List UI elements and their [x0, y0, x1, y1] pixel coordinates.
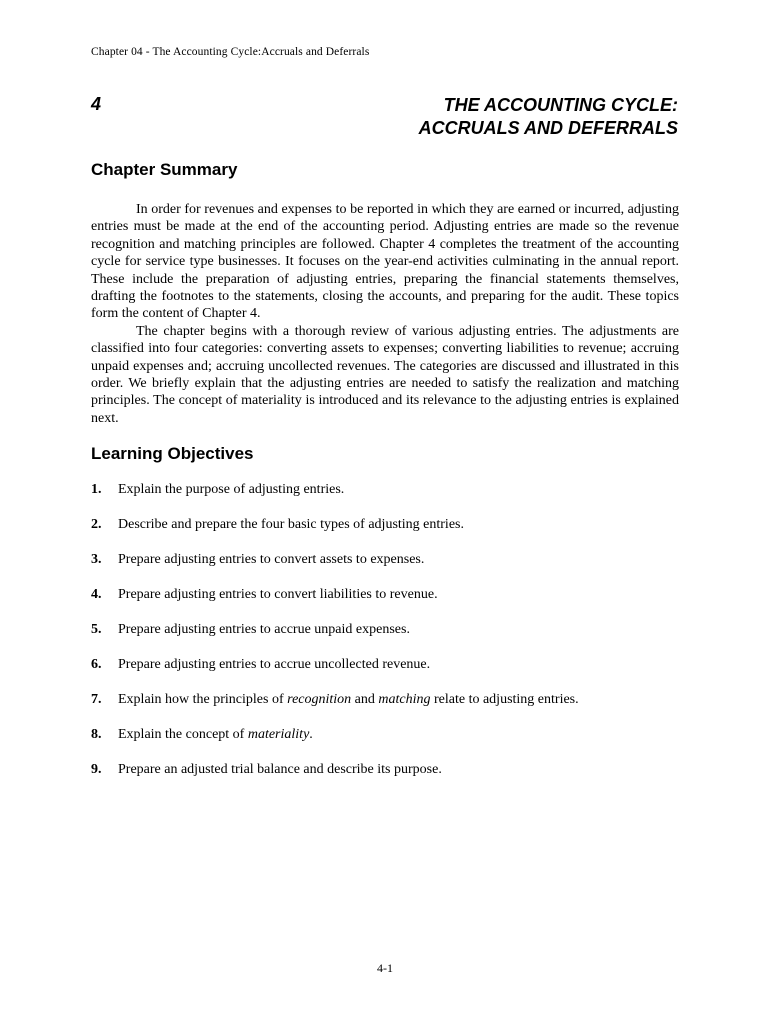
learning-objectives-list [91, 481, 681, 796]
objective-text-part: relate to adjusting entries. [430, 692, 579, 707]
objective-text: Prepare adjusting entries to convert assets to expenses. [118, 552, 425, 567]
objective-number: 3. [91, 552, 102, 567]
objective-item [91, 726, 681, 761]
objective-item [91, 481, 681, 516]
objective-item [91, 621, 681, 656]
objective-text-part: Explain the concept of [118, 727, 248, 742]
objective-item [91, 761, 681, 796]
objective-number: 5. [91, 622, 102, 637]
chapter-number: 4 [91, 94, 102, 114]
objective-item [91, 551, 681, 586]
running-header: Chapter 04 - The Accounting Cycle:Accruals and Deferrals [91, 46, 370, 58]
objective-text [118, 726, 313, 761]
objective-number: 1. [91, 482, 102, 497]
objective-text: Prepare adjusting entries to convert liabilities to revenue. [118, 587, 438, 602]
objective-text: Prepare an adjusted trial balance and describe its purpose. [118, 762, 442, 777]
objective-text-part: Explain how the principles of [118, 692, 288, 707]
objective-text: Prepare adjusting entries to accrue uncollected revenue. [118, 657, 431, 672]
chapter-title-line-2: ACCRUALS AND DEFERRALS [418, 118, 678, 138]
chapter-title [419, 94, 678, 140]
objective-text: Describe and prepare the four basic types of adjusting entries. [118, 517, 464, 532]
objective-item [91, 586, 681, 621]
objective-item [91, 691, 681, 726]
objective-emphasis-matching: matching [378, 692, 431, 707]
chapter-summary-body [91, 201, 679, 427]
objective-number: 7. [91, 692, 102, 707]
page-number: 4-1 [377, 961, 393, 975]
objective-text [118, 691, 579, 726]
objective-item [91, 516, 681, 551]
objective-number: 9. [91, 762, 102, 777]
objective-text-part: and [351, 692, 379, 707]
learning-objectives-heading: Learning Objectives [91, 444, 254, 463]
objective-number: 2. [91, 517, 102, 532]
objective-emphasis-materiality: materiality [247, 727, 310, 742]
objective-text: Prepare adjusting entries to accrue unpaid expenses. [118, 622, 410, 637]
objective-number: 4. [91, 587, 102, 602]
objective-item [91, 656, 681, 691]
objective-text: Explain the purpose of adjusting entries. [118, 482, 345, 497]
chapter-summary-heading: Chapter Summary [91, 160, 238, 179]
summary-paragraph: In order for revenues and expenses to be reported in which they are earned or incurred, adjusting entries must be made at the end of the accounting period. Adjusting entries are made so the revenue recognition and matching principles are followed. Chapter 4 completes the treatment of the accounting cycle for service type businesses. It focuses on the year-end activities culminating in the annual report. These include the preparation of adjusting entries, preparing the financial statements themselves, drafting the footnotes to the statements, closing the accounts, and preparing for the audit. These topics form the content of Chapter 4. [91, 202, 679, 322]
summary-paragraph: The chapter begins with a thorough review of various adjusting entries. The adjustments are classified into four categories: converting assets to expenses; converting liabilities to revenue; accruing unpaid expenses and; accruing uncollected revenues. The categories are discussed and illustrated in this order. We briefly explain that the adjusting entries are needed to satisfy the realization and matching principles. The concept of materiality is introduced and its relevance to the adjusting entries is explained next. [91, 323, 679, 426]
objective-emphasis-recognition: recognition [287, 692, 352, 707]
chapter-title-line-1: THE ACCOUNTING CYCLE: [443, 95, 678, 115]
objective-number: 8. [91, 727, 102, 742]
objective-number: 6. [91, 657, 102, 672]
objective-text-part: . [309, 727, 313, 742]
